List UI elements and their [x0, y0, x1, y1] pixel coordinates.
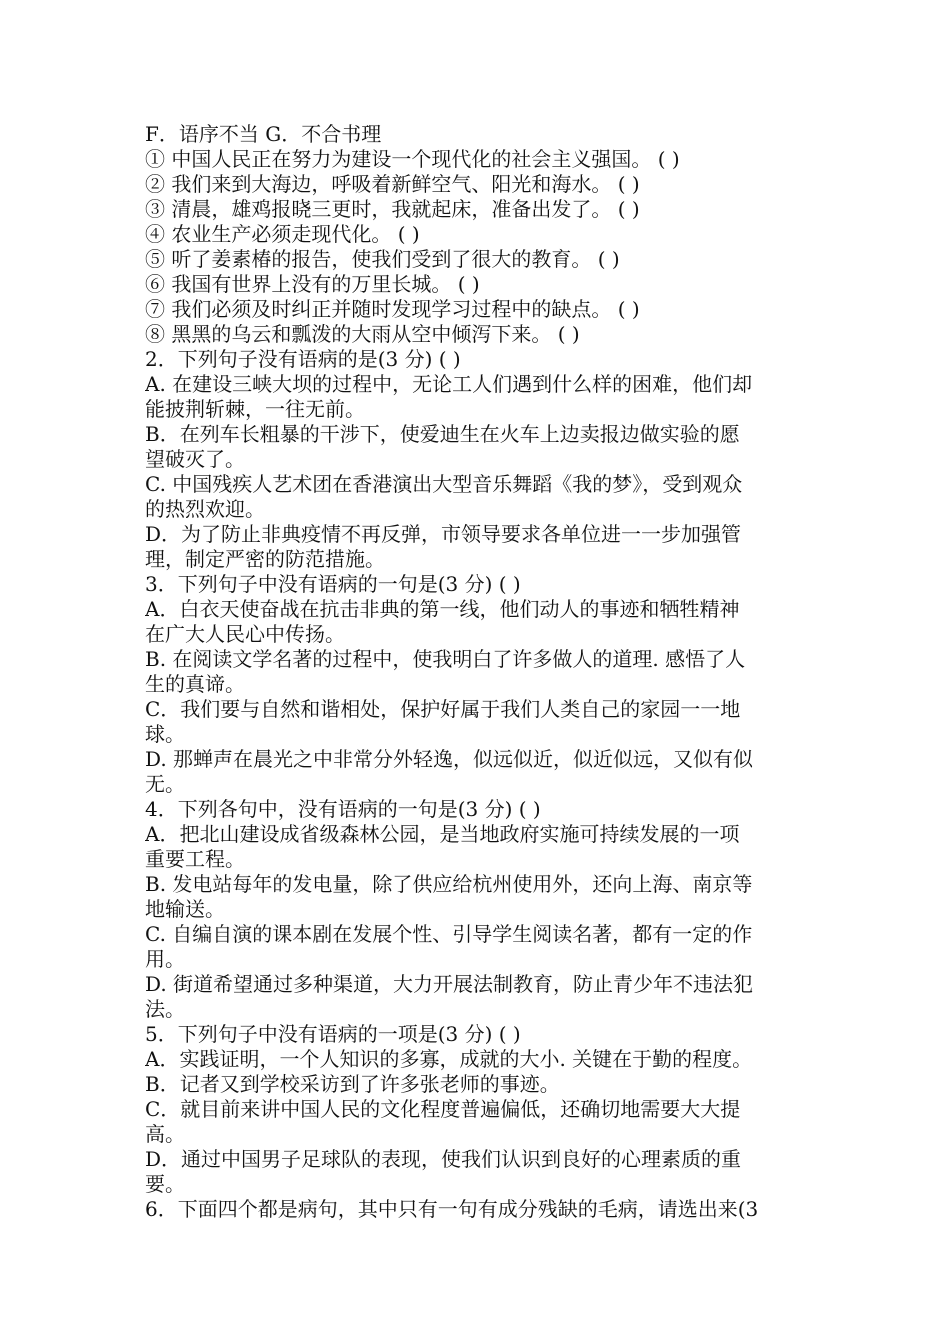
text-line: D. 街道希望通过多种渠道，大力开展法制教育，防止青少年不违法犯 [145, 972, 754, 996]
text-line: B. 发电站每年的发电量，除了供应给杭州使用外，还向上海、南京等 [145, 872, 753, 896]
text-line: C. 中国残疾人艺术团在香港演出大型音乐舞蹈《我的梦》，受到观众 [145, 472, 743, 496]
text-line: 望破灭了。 [145, 447, 245, 471]
text-line: ② 我们来到大海边，呼吸着新鲜空气、阳光和海水。 ( ) [145, 172, 640, 196]
text-line: F．语序不当 G．不合书理 [145, 122, 382, 146]
text-line: 生的真谛。 [145, 672, 245, 696]
text-line: ④ 农业生产必须走现代化。 ( ) [145, 222, 420, 246]
text-line: ⑧ 黑黑的乌云和瓢泼的大雨从空中倾泻下来。 ( ) [145, 322, 580, 346]
question-heading: 3．下列句子中没有语病的一句是(3 分) ( ) [145, 572, 521, 596]
question-heading: 4．下列各句中，没有语病的一句是(3 分) ( ) [145, 797, 541, 821]
text-line: D．通过中国男子足球队的表现，使我们认识到良好的心理素质的重 [145, 1147, 742, 1171]
text-line: A．实践证明，一个人知识的多寡，成就的大小. 关键在于勤的程度。 [145, 1047, 753, 1071]
question-heading: 2．下列句子没有语病的是(3 分) ( ) [145, 347, 461, 371]
text-line: 重要工程。 [145, 847, 245, 871]
text-line: C．我们要与自然和谐相处，保护好属于我们人类自己的家园一一地 [145, 697, 741, 721]
text-line: 要。 [145, 1172, 185, 1196]
text-line: 在广大人民心中传扬。 [145, 622, 345, 646]
text-line: 球。 [145, 722, 185, 746]
text-line: A．白衣天使奋战在抗击非典的第一线，他们动人的事迹和牺牲精神 [145, 597, 740, 621]
text-line: ⑦ 我们必须及时纠正并随时发现学习过程中的缺点。 ( ) [145, 297, 640, 321]
text-line: 地输送。 [145, 897, 225, 921]
text-line: 无。 [145, 772, 185, 796]
text-line: A．把北山建设成省级森林公园，是当地政府实施可持续发展的一项 [145, 822, 740, 846]
text-line: 能披荆斩棘，一往无前。 [145, 397, 365, 421]
text-line: B．在列车长粗暴的干涉下，使爱迪生在火车上边卖报边做实验的愿 [145, 422, 740, 446]
text-line: ① 中国人民正在努力为建设一个现代化的社会主义强国。 ( ) [145, 147, 680, 171]
text-line: D．为了防止非典疫情不再反弹，市领导要求各单位进一一步加强管 [145, 522, 742, 546]
text-line: C．就目前来讲中国人民的文化程度普遍偏低，还确切地需要大大提 [145, 1097, 741, 1121]
text-line: 用。 [145, 947, 185, 971]
question-heading: 6．下面四个都是病句，其中只有一句有成分残缺的毛病，请选出来(3 [145, 1197, 759, 1221]
text-line: ⑥ 我国有世界上没有的万里长城。 ( ) [145, 272, 480, 296]
text-line: B．记者又到学校采访到了许多张老师的事迹。 [145, 1072, 560, 1096]
text-line: 法。 [145, 997, 185, 1021]
text-line: B. 在阅读文学名著的过程中，使我明白了许多做人的道理. 感悟了人 [145, 647, 746, 671]
text-line: 理，制定严密的防范措施。 [145, 547, 385, 571]
text-line: ③ 清晨，雄鸡报晓三更时，我就起床，准备出发了。 ( ) [145, 197, 640, 221]
text-line: C. 自编自演的课本剧在发展个性、引导学生阅读名著，都有一定的作 [145, 922, 753, 946]
document-page [145, 122, 813, 1222]
text-line: ⑤ 听了姜素椿的报告，使我们受到了很大的教育。 ( ) [145, 247, 620, 271]
text-line: 高。 [145, 1122, 185, 1146]
text-line: 的热烈欢迎。 [145, 497, 265, 521]
text-line: A. 在建设三峡大坝的过程中，无论工人们遇到什么样的困难，他们却 [145, 372, 753, 396]
question-heading: 5．下列句子中没有语病的一项是(3 分) ( ) [145, 1022, 521, 1046]
text-line: D. 那蝉声在晨光之中非常分外轻逸，似远似近，似近似远，又似有似 [145, 747, 754, 771]
